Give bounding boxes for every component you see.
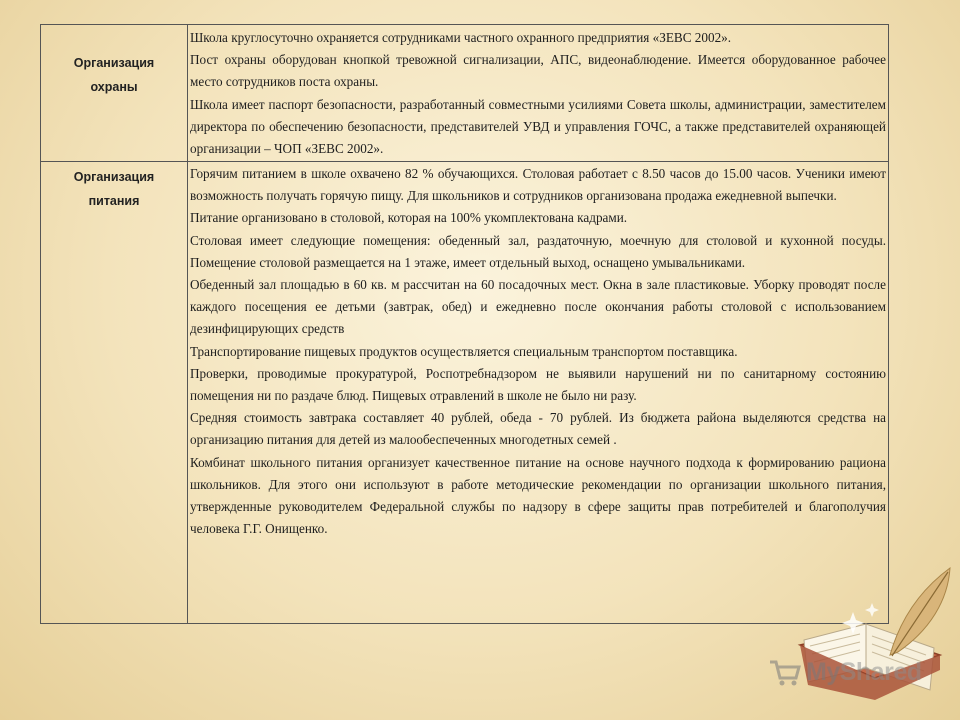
info-table bbox=[40, 24, 889, 624]
food-label-line1: Организация bbox=[73, 170, 155, 184]
food-content bbox=[188, 161, 888, 623]
cart-icon bbox=[768, 658, 802, 688]
security-paragraph: Пост охраны оборудован кнопкой тревожной сигнализации, АПС, видеонаблюдение. Имеется оборудованное рабочее место сотрудников поста охраны. bbox=[190, 52, 886, 90]
food-paragraph: Проверки, проводимые прокуратурой, Роспотребнадзором не выявили нарушений ни по санитарному состоянию помещения ни по раздаче блюд. Пищевых отравлений в школе не было ни разу. bbox=[190, 365, 886, 404]
food-label bbox=[41, 161, 188, 623]
security-content bbox=[188, 25, 888, 161]
food-label-line2: питания bbox=[88, 194, 140, 208]
food-paragraph: Горячим питанием в школе охвачено 82 % обучающихся. Столовая работает с 8.50 часов до 15.00 часов. Ученики имеют возможность получать горячую пищу. Для школьников и сотрудников организована продажа ежедневной выпечки. bbox=[190, 166, 886, 204]
watermark-brand-part2: Shared bbox=[839, 658, 922, 686]
security-row bbox=[41, 25, 888, 162]
food-paragraph: Транспортирование пищевых продуктов осуществляется специальным транспортом поставщика. bbox=[190, 343, 738, 359]
watermark-logo bbox=[806, 658, 922, 687]
security-paragraph: Школа круглосуточно охраняется сотрудниками частного охранного предприятия «ЗЕВС 2002». bbox=[190, 30, 732, 45]
book-feather-illustration bbox=[780, 560, 960, 720]
security-paragraph: Школа имеет паспорт безопасности, разработанный совместными усилиями Совета школы, администрации, заместителем директора по обеспечению безопасности, представителей УВД и управления ГОЧС, а также представителей охраняющей организации – ЧОП «ЗЕВС 2002». bbox=[190, 96, 886, 157]
security-label-line2: охраны bbox=[90, 80, 138, 94]
watermark-brand-part1: My bbox=[806, 658, 840, 686]
food-paragraph: Обеденный зал площадью в 60 кв. м рассчитан на 60 посадочных мест. Окна в зале пластиковые. Уборку проводят после каждого посещения ее детьми (завтрак, обед) и ежедневно после окончания работы столовой с использованием дезинфицирующих средств bbox=[190, 277, 886, 337]
food-paragraph: Питание организовано в столовой, которая на 100% укомплектована кадрами. bbox=[190, 210, 628, 226]
security-label bbox=[41, 25, 188, 161]
food-paragraph: Столовая имеет следующие помещения: обеденный зал, раздаточную, моечную для столовой и кухонной посуды. Помещение столовой размещается на 1 этаже, имеет отдельный выход, оснащено умывальниками. bbox=[190, 232, 886, 270]
food-row bbox=[41, 161, 888, 623]
food-paragraph: Средняя стоимость завтрака составляет 40 рублей, обеда - 70 рублей. Из бюджета района выделяются средства на организацию питания для детей из малообеспеченных многодетных семей . bbox=[190, 410, 886, 448]
food-paragraph: Комбинат школьного питания организует качественное питание на основе научного подхода к формированию рациона школьников. Для этого они используют в работе методические рекомендации по организации школьного питания, утвержденные руководителем Федеральной службы по надзору в сфере защиты прав потребителей и благополучия человека Г.Г. Онищенко. bbox=[190, 454, 886, 537]
security-label-line1: Организация bbox=[73, 56, 155, 70]
